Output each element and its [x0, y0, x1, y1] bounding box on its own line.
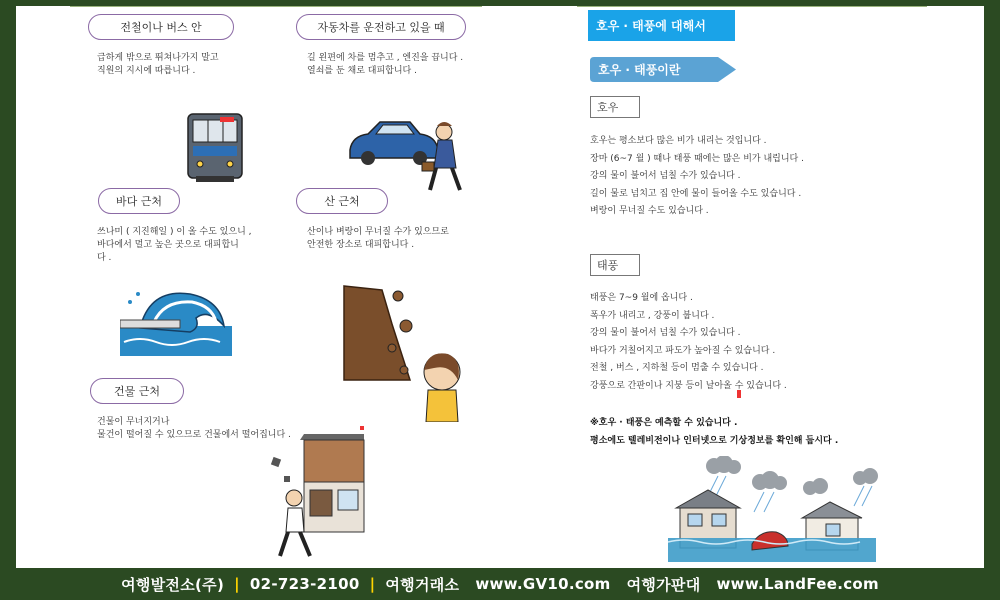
heavy-rain-line: 강의 물이 불어서 넘칠 수가 있습니다 .: [590, 171, 741, 181]
forecast-note: [590, 415, 838, 450]
typhoon-line: 강의 물이 불어서 넘칠 수가 있습니다 .: [590, 328, 741, 338]
heavy-rain-line: 길이 물로 넘치고 집 안에 물이 들어올 수도 있습니다 .: [590, 188, 802, 199]
footer-brand2: 여행가판대: [626, 575, 701, 594]
subway-title: 전철이나 버스 안: [88, 14, 234, 40]
footer-url1[interactable]: www.GV10.com: [475, 575, 611, 593]
typhoon-line: 폭우가 내리고 , 강풍이 붑니다 .: [590, 310, 715, 321]
sea-title: 바다 근처: [98, 188, 180, 214]
footer-brand1: 여행거래소: [385, 575, 460, 594]
heavy-rain-line: 장마 (6~7 월 ) 때나 태풍 때에는 많은 비가 내립니다 .: [590, 153, 804, 164]
typhoon-line: 강풍으로 간판이나 지붕 등이 날아올 수 있습니다 .: [590, 380, 787, 391]
heavy-rain-text: [590, 133, 804, 221]
building-desc: 건물이 무너지거나 물건이 떨어질 수 있으므로 건물에서 떨어집니다 .: [97, 417, 291, 440]
footer-url2[interactable]: www.LandFee.com: [716, 575, 879, 593]
top-rule-left: [70, 6, 482, 7]
car-driver-illustration: [346, 112, 471, 194]
note-line: 평소에도 텔레비전이나 인터넷으로 기상정보를 확인해 둡시다 .: [590, 435, 839, 446]
flood-houses-illustration: [664, 456, 880, 564]
falling-debris-building-illustration: [266, 426, 370, 562]
sea-desc: 쓰나미 ( 지진해일 ) 이 올 수도 있으니 , 바다에서 멀고 높은 곳으로 대피합니 다 .: [97, 227, 252, 263]
train-illustration: [186, 112, 244, 184]
tsunami-wave-illustration: [120, 288, 232, 356]
mountain-desc: 산이나 벼랑이 무너질 수가 있으므로 안전한 장소로 대피합니다 .: [307, 227, 449, 250]
footer-phone: 02-723-2100: [249, 575, 360, 593]
footer-separator: |: [234, 575, 240, 593]
rockfall-illustration: [342, 284, 464, 422]
note-line: ※호우 · 태풍은 예측할 수 있습니다 .: [590, 418, 738, 428]
footer-separator: |: [369, 575, 376, 593]
footer-bar: [0, 568, 1000, 600]
top-rule-right: [577, 6, 927, 7]
typhoon-line: 전철 , 버스 , 지하철 등이 멈출 수 있습니다 .: [590, 363, 764, 373]
subsection-tab-label: 호우 · 태풍이란: [598, 63, 681, 77]
typhoon-label: 태풍: [590, 254, 640, 276]
subsection-tab: [590, 57, 736, 82]
heavy-rain-label: 호우: [590, 96, 640, 118]
heavy-rain-line: 벼랑이 무너질 수도 있습니다 .: [590, 206, 709, 216]
heavy-rain-line: 호우는 평소보다 많은 비가 내리는 것입니다 .: [590, 136, 767, 146]
mountain-title: 산 근처: [296, 188, 388, 214]
building-title: 건물 근처: [90, 378, 184, 404]
car-title: 자동차를 운전하고 있을 때: [296, 14, 466, 40]
car-desc: 길 왼편에 차를 멈추고 , 엔진을 끕니다 . 열쇠를 둔 채로 대피합니다 .: [307, 53, 464, 76]
red-marker: [737, 390, 741, 398]
section-header: 호우 · 태풍에 대해서: [588, 10, 735, 41]
subway-desc: 급하게 밖으로 뛰쳐나가지 말고 직원의 지시에 따릅니다 .: [97, 53, 219, 76]
typhoon-line: 태풍은 7~9 월에 옵니다 .: [590, 293, 693, 303]
typhoon-line: 바다가 거칠어지고 파도가 높아질 수 있습니다 .: [590, 345, 776, 356]
typhoon-text: [590, 290, 787, 395]
footer-company: 여행발전소(주): [121, 575, 225, 594]
